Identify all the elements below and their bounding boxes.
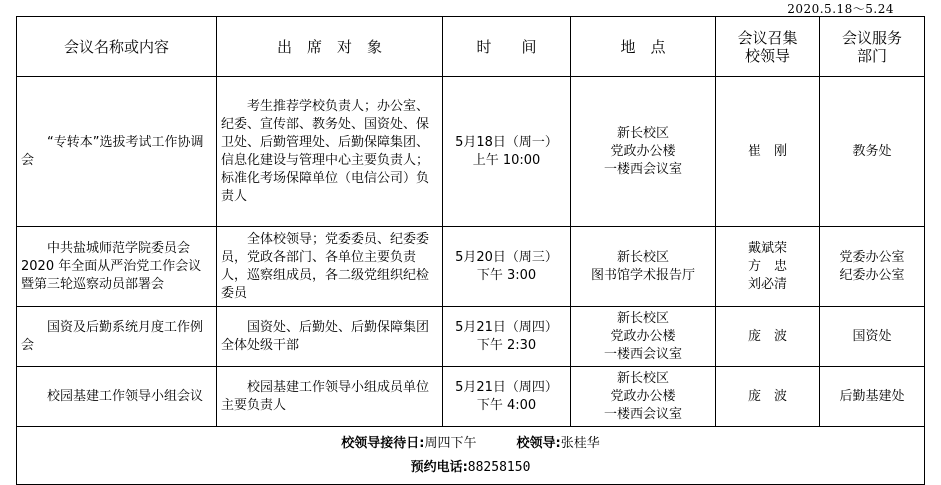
header-dept: 会议服务 部门 [820,17,925,77]
leader-label: 校领导: [516,435,561,451]
header-place: 地 点 [571,17,716,77]
meeting-attendees: 校园基建工作领导小组成员单位主要负责人 [217,367,443,427]
meeting-time: 5月21日（周四） 下午 4:00 [443,367,571,427]
meeting-time: 5月20日（周三） 下午 3:00 [443,227,571,307]
header-attendees: 出 席 对 象 [217,17,443,77]
meeting-place: 新长校区 党政办公楼 一楼西会议室 [571,367,716,427]
phone-label: 预约电话: [410,459,468,475]
meeting-place: 新长校区 党政办公楼 一楼西会议室 [571,77,716,227]
meeting-attendees: 考生推荐学校负责人；办公室、纪委、宣传部、教务处、国资处、保卫处、后勤管理处、后勤保障集团、信息化建设与管理中心主要负责人；标准化考场保障单位（电信公司）负责人 [217,77,443,227]
meeting-schedule-table [16,16,925,485]
meeting-leader: 戴斌荣 方 忠 刘必清 [716,227,820,307]
meeting-time: 5月18日（周一） 上午 10:00 [443,77,571,227]
footer-cell [17,427,925,485]
header-leader: 会议召集 校领导 [716,17,820,77]
meeting-attendees: 全体校领导；党委委员、纪委委员，党政各部门、各单位主要负责人，巡察组成员，各二级党组织纪检委员 [217,227,443,307]
meeting-leader: 庞 波 [716,307,820,367]
footer-row [17,427,925,485]
meeting-name: 校园基建工作领导小组会议 [17,367,217,427]
meeting-time: 5月21日（周四） 下午 2:30 [443,307,571,367]
meeting-dept: 后勤基建处 [820,367,925,427]
meeting-leader: 崔 刚 [716,77,820,227]
meeting-dept: 党委办公室 纪委办公室 [820,227,925,307]
phone-line [21,456,920,480]
meeting-name: 中共盐城师范学院委员会 2020 年全面从严治党工作会议暨第三轮巡察动员部署会 [17,227,217,307]
table-row [17,307,925,367]
meeting-attendees: 国资处、后勤处、后勤保障集团全体处级干部 [217,307,443,367]
meeting-dept: 国资处 [820,307,925,367]
meeting-place: 新长校区 党政办公楼 一楼西会议室 [571,307,716,367]
meeting-leader: 庞 波 [716,367,820,427]
reception-line [21,432,920,456]
header-time: 时 间 [443,17,571,77]
reception-label: 校领导接待日: [341,435,425,451]
meeting-name: 国资及后勤系统月度工作例会 [17,307,217,367]
header-name: 会议名称或内容 [17,17,217,77]
date-range: 2020.5.18～5.24 [787,2,894,16]
table-row [17,227,925,307]
leader-value: 张桂华 [560,435,600,451]
meeting-dept: 教务处 [820,77,925,227]
header-row [17,17,925,77]
phone-value: 88258150 [467,459,531,475]
table-row [17,367,925,427]
meeting-name: “专转本”选拔考试工作协调会 [17,77,217,227]
table-row [17,77,925,227]
meeting-place: 新长校区 图书馆学术报告厅 [571,227,716,307]
reception-value: 周四下午 [424,435,477,451]
